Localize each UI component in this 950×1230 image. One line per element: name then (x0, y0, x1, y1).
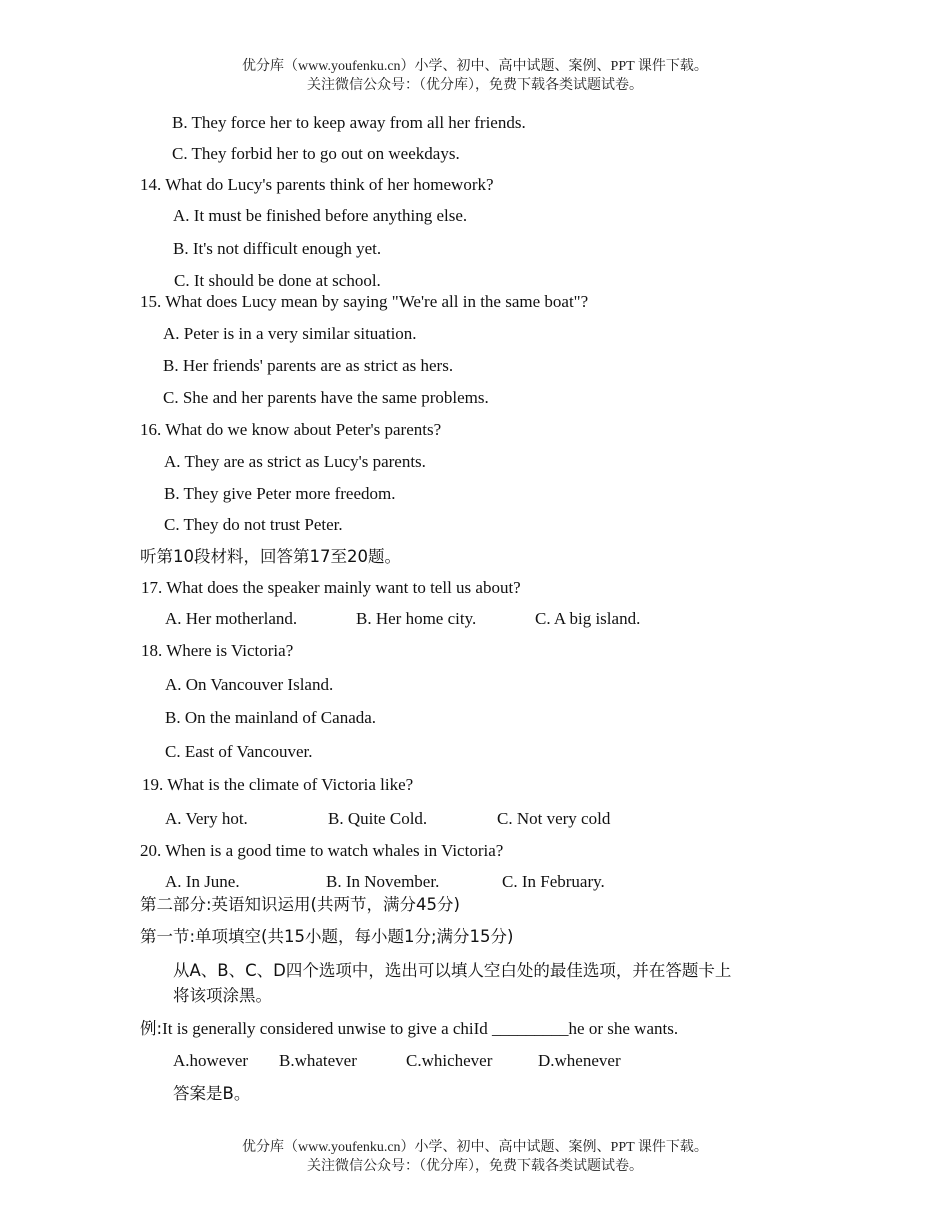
q17-option-b: B. Her home city. (356, 609, 477, 628)
example-stem: It is generally considered unwise to give a chiId _________he or she wants. (162, 1019, 679, 1038)
q19-option-b: B. Quite Cold. (328, 809, 428, 828)
q17-option-c: C. A big island. (535, 609, 641, 628)
instruction-line-1: 从A、B、C、D四个选项中，选出可以填人空白处的最佳选项，并在答题卡上 (173, 961, 732, 980)
q19-option-a: A. Very hot. (165, 809, 248, 828)
q14-option-a: A. It must be finished before anything else. (173, 206, 468, 225)
q14-stem: 14. What do Lucy's parents think of her homework? (140, 175, 494, 194)
q14-option-c: C. It should be done at school. (174, 271, 381, 290)
q18-stem: 18. Where is Victoria? (141, 641, 294, 660)
footer-line-2: 关注微信公众号：（优分库），免费下载各类试题试卷。 (307, 1159, 643, 1174)
q15-option-c: C. She and her parents have the same problems. (163, 388, 489, 407)
example-answer: 答案是B。 (173, 1084, 251, 1103)
instruction-line-2: 将该项涂黑。 (173, 986, 272, 1005)
q16-option-b: B. They give Peter more freedom. (164, 484, 396, 503)
q13-option-c: C. They forbid her to go out on weekdays. (172, 144, 460, 163)
q15-option-a: A. Peter is in a very similar situation. (163, 324, 417, 343)
q19-stem: 19. What is the climate of Victoria like? (142, 775, 414, 794)
q14-option-b: B. It's not difficult enough yet. (173, 239, 382, 258)
page-header (0, 57, 950, 95)
q19-option-c: C. Not very cold (497, 809, 611, 828)
example-option-d: D.whenever (538, 1051, 621, 1070)
example-option-a: A.however (173, 1051, 249, 1070)
q16-stem: 16. What do we know about Peter's parents? (140, 420, 442, 439)
example-prefix: 例: (140, 1019, 163, 1038)
q13-option-b: B. They force her to keep away from all her friends. (172, 113, 526, 132)
q20-option-c: C. In February. (502, 872, 605, 891)
q18-option-c: C. East of Vancouver. (165, 742, 313, 761)
q18-option-a: A. On Vancouver Island. (165, 675, 334, 694)
q17-option-a: A. Her motherland. (165, 609, 298, 628)
header-line-2: 关注微信公众号：（优分库），免费下载各类试题试卷。 (307, 78, 643, 93)
q20-option-a: A. In June. (165, 872, 240, 891)
example-option-c: C.whichever (406, 1051, 493, 1070)
section-1-title: 第一节:单项填空(共15小题，每小题1分;满分15分) (140, 927, 514, 946)
part-2-title: 第二部分:英语知识运用(共两节，满分45分) (140, 895, 460, 914)
q18-option-b: B. On the mainland of Canada. (165, 708, 377, 727)
page-footer (0, 1138, 950, 1176)
q20-option-b: B. In November. (326, 872, 440, 891)
example-question (140, 1018, 678, 1040)
header-line-1: 优分库（www.youfenku.cn）小学、初中、高中试题、案例、PPT 课件下载。 (242, 59, 708, 74)
section-10-heading: 听第10段材料，回答第17至20题。 (140, 547, 401, 566)
q17-stem: 17. What does the speaker mainly want to tell us about? (141, 578, 521, 597)
q16-option-c: C. They do not trust Peter. (164, 515, 343, 534)
q15-option-b: B. Her friends' parents are as strict as hers. (163, 356, 454, 375)
q20-stem: 20. When is a good time to watch whales in Victoria? (140, 841, 504, 860)
q15-stem: 15. What does Lucy mean by saying "We're all in the same boat"? (140, 292, 589, 311)
footer-line-1: 优分库（www.youfenku.cn）小学、初中、高中试题、案例、PPT 课件下载。 (242, 1140, 708, 1155)
example-option-b: B.whatever (279, 1051, 357, 1070)
q16-option-a: A. They are as strict as Lucy's parents. (164, 452, 426, 471)
